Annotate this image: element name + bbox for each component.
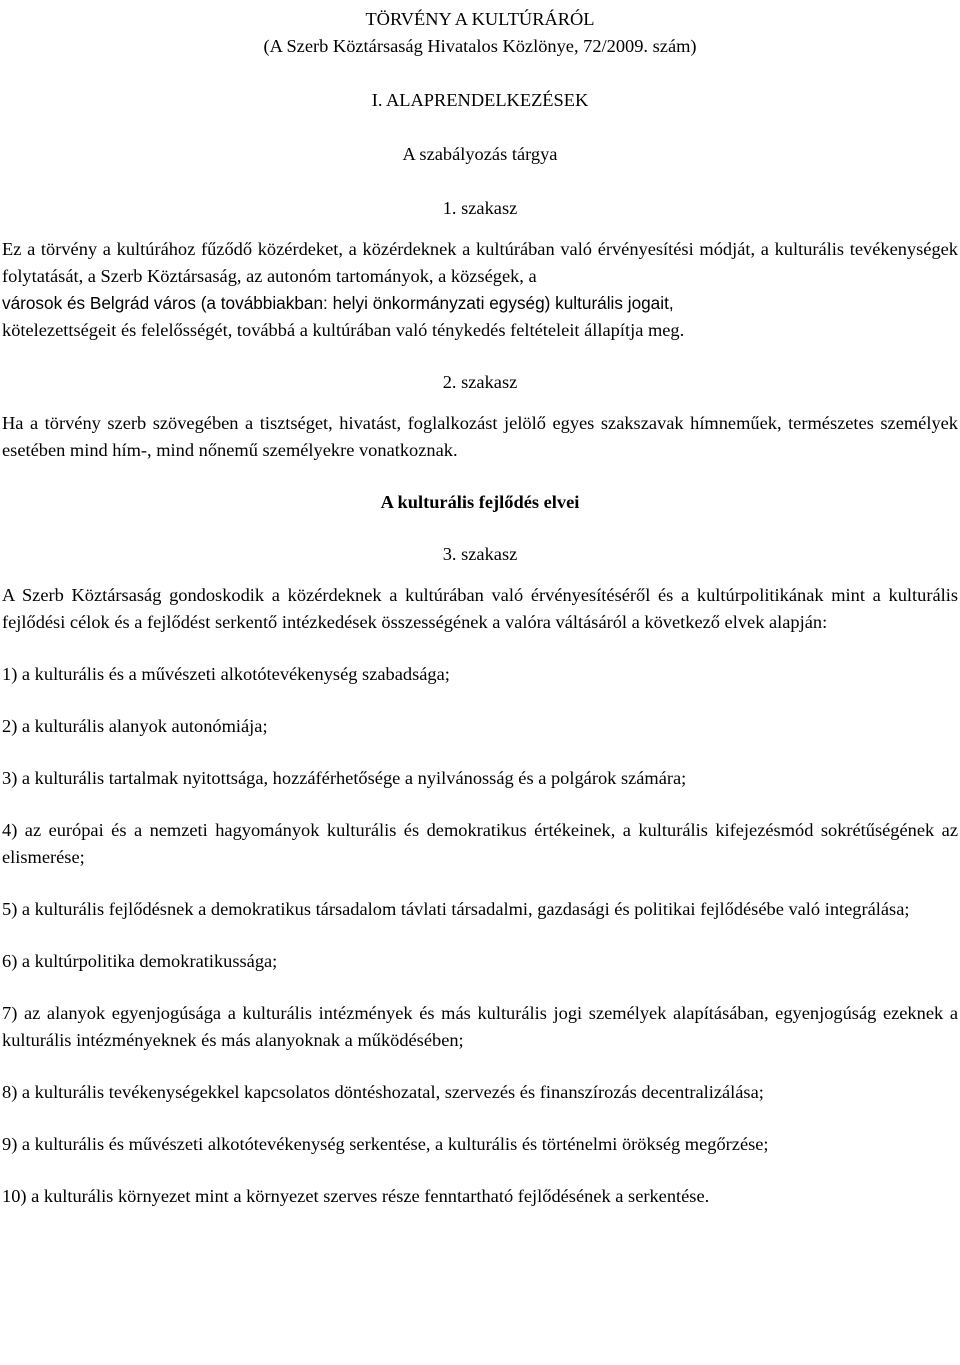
principle-item-6: 6) a kultúrpolitika demokratikussága; xyxy=(2,951,278,971)
section-1-text-a: Ez a törvény a kultúrához fűződő közérdeket, a közérdeknek a kultúrában való érvényesítési módját, a kulturális tevékenységek folytatását, a Szerb Köztársaság, az autonóm tartományok, a községek, a xyxy=(2,239,958,286)
principle-item-10: 10) a kulturális környezet mint a környezet szerves része fenntartható fejlődésének a serkentése. xyxy=(2,1186,710,1206)
title-line-1: TÖRVÉNY A KULTÚRÁRÓL xyxy=(365,9,595,29)
principle-item-7: 7) az alanyok egyenjogúsága a kulturális intézmények és más kulturális jogi személyek alapításában, egyenjogúság ezeknek a kulturális intézményeknek és más alanyoknak a működésében; xyxy=(2,1003,958,1050)
chapter-heading: I. ALAPRENDELKEZÉSEK xyxy=(371,90,589,110)
section-3-intro: A Szerb Köztársaság gondoskodik a közérdeknek a kultúrában való érvényesítéséről és a kultúrpolitikának mint a kulturális fejlődési célok és a fejlődést serkentő intézkedések összességének a valóra váltásáról a következő elvek alapján: xyxy=(2,585,958,632)
principle-item-8: 8) a kulturális tevékenységekkel kapcsolatos döntéshozatal, szervezés és finanszírozás decentralizálása; xyxy=(2,1082,764,1102)
principle-item-1: 1) a kulturális és a művészeti alkotótevékenység szabadsága; xyxy=(2,664,450,684)
principle-item-4: 4) az európai és a nemzeti hagyományok kulturális és demokratikus értékeinek, a kulturális kifejezésmód sokrétűségének az elismerése; xyxy=(2,820,958,867)
section-1-text-b: városok és Belgrád város (a továbbiakban: helyi önkormányzati egység) kulturális jogait, xyxy=(2,293,674,313)
principle-item-5: 5) a kulturális fejlődésnek a demokratikus társadalom távlati társadalmi, gazdasági és politikai fejlődésébe való integrálása; xyxy=(2,899,910,919)
section-2-text: Ha a törvény szerb szövegében a tisztséget, hivatást, foglalkozást jelölő egyes szakszavak hímneműek, természetes személyek esetében mind hím-, mind nőnemű személyekre vonatkoznak. xyxy=(2,413,958,460)
subject-heading: A szabályozás tárgya xyxy=(402,144,558,164)
principle-item-3: 3) a kulturális tartalmak nyitottsága, hozzáférhetősége a nyilvánosság és a polgárok számára; xyxy=(2,768,687,788)
section-2-heading: 2. szakasz xyxy=(442,372,518,392)
principle-item-2: 2) a kulturális alanyok autonómiája; xyxy=(2,716,268,736)
section-1-text-c: kötelezettségeit és felelősségét, továbbá a kultúrában való ténykedés feltételeit állapítja meg. xyxy=(2,320,685,340)
principles-heading: A kulturális fejlődés elvei xyxy=(380,492,580,512)
section-1-heading: 1. szakasz xyxy=(442,198,518,218)
principle-item-9: 9) a kulturális és művészeti alkotótevékenység serkentése, a kulturális és történelmi örökség megőrzése; xyxy=(2,1134,769,1154)
section-3-heading: 3. szakasz xyxy=(442,544,518,564)
document-title xyxy=(2,6,958,60)
title-line-2: (A Szerb Köztársaság Hivatalos Közlönye, 72/2009. szám) xyxy=(263,36,697,56)
